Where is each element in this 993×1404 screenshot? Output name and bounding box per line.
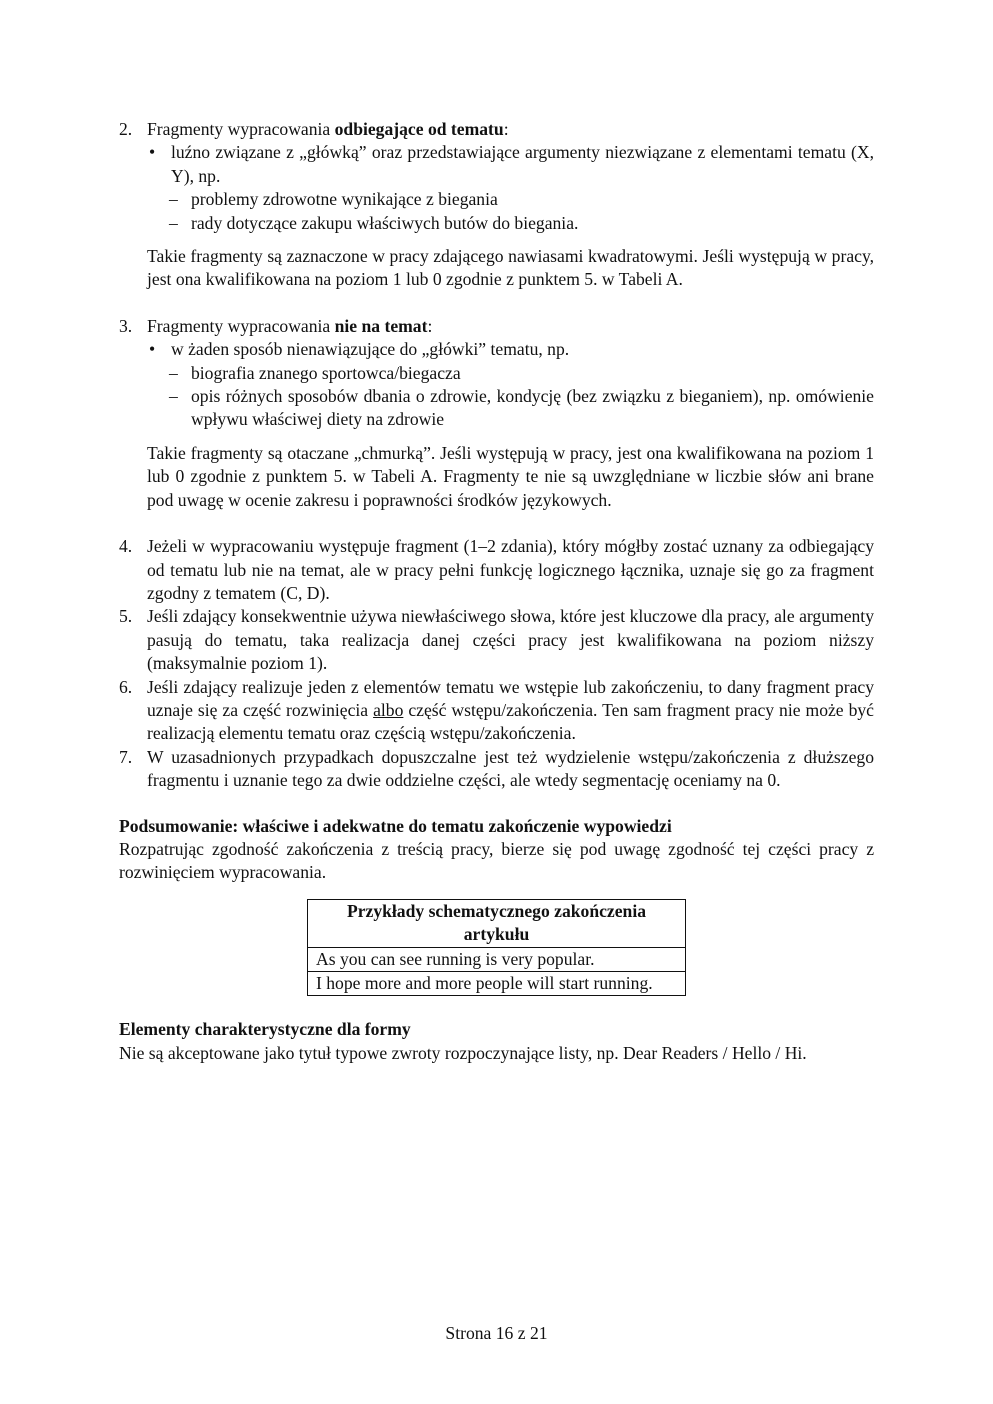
table-row (308, 972, 686, 996)
item-text: W uzasadnionych przypadkach dopuszczalne jest też wydzielenie wstępu/zakończenia z dłuższego fragmentu i uznanie tego za dwie oddzielne części, ale wtedy segmentację oceniamy na 0. (147, 746, 874, 791)
underlined-word: albo (373, 699, 404, 720)
list-item-5 (119, 605, 874, 675)
dash-text: biografia znanego sportowca/biegacza (191, 362, 461, 383)
dash-item (169, 212, 874, 235)
bullet-text: luźno związane z „główką” oraz przedstawiające argumenty niezwiązane z elementami tematu (X, Y), np. (171, 142, 874, 186)
dash-icon: – (169, 386, 178, 407)
document-page (119, 118, 874, 1065)
item-text: Jeśli zdający konsekwentnie używa niewłaściwego słowa, które jest kluczowe dla pracy, ale argumenty pasują do tematu, taka realizacja danej części pracy jest kwalifikowana na poziom niższy (maksymalnie poziom 1). (147, 606, 874, 674)
dash-item (169, 362, 874, 385)
list-item-6 (119, 676, 874, 746)
example-table (307, 899, 686, 997)
item-number: 3. (119, 315, 133, 336)
table-cell: I hope more and more people will start running. (308, 972, 686, 996)
dash-icon: – (169, 189, 178, 210)
dash-icon: – (169, 212, 178, 233)
summary-text: Rozpatrując zgodność zakończenia z treścią pracy, bierze się pod uwagę zgodność tej części pracy z rozwinięciem wypracowania. (119, 838, 874, 883)
bullet-item (149, 338, 874, 361)
item-text: Jeśli zdający realizuje jeden z elementów tematu we wstępie lub zakończeniu, to dany fragment pracy uznaje się za część rozwinięcia albo część wstępu/zakończenia. Ten sam fragment pracy nie może być realizacją elementu tematu oraz częścią wstępu/zakończenia. (147, 676, 874, 744)
bullet-icon: • (149, 339, 156, 360)
item-note: Takie fragmenty są zaznaczone w pracy zdającego nawiasami kwadratowymi. Jeśli występują w pracy, jest ona kwalifikowana na poziom 1 lub 0 zgodnie z punktem 5. w Tabeli A. (147, 246, 874, 290)
item-note: Takie fragmenty są otaczane „chmurką”. Jeśli występują w pracy, jest ona kwalifikowana na poziom 1 lub 0 zgodnie z punktem 5. w Tabeli A. Fragmenty te nie są uwzględniane w liczbie słów ani brane pod uwagę w ocenie zakresu i poprawności środków językowych. (147, 442, 874, 510)
table-header: Przykłady schematycznego zakończenia artykułu (308, 899, 686, 947)
dash-text: opis różnych sposobów dbania o zdrowie, kondycję (bez związku z bieganiem), np. omówienie wpływu właściwej diety na zdrowie (191, 386, 874, 430)
item-heading: Fragmenty wypracowania odbiegające od tematu: (147, 119, 509, 139)
item-number: 6. (119, 676, 133, 697)
dash-text: problemy zdrowotne wynikające z biegania (191, 189, 498, 210)
item-heading-bold: nie na temat (334, 315, 428, 336)
item-number: 4. (119, 536, 133, 557)
form-heading: Elementy charakterystyczne dla formy (119, 1019, 411, 1040)
item-heading: Fragmenty wypracowania nie na temat: (147, 315, 433, 336)
item-number: 5. (119, 606, 133, 627)
item-number: 7. (119, 746, 133, 767)
page-number: Strona 16 z 21 (445, 1323, 548, 1343)
bullet-text: w żaden sposób nienawiązujące do „główki” tematu, np. (171, 339, 570, 360)
list-item-7 (119, 746, 874, 793)
dash-item (169, 385, 874, 432)
item-number: 2. (119, 119, 133, 139)
bullet-icon: • (149, 142, 156, 163)
table-cell: As you can see running is very popular. (308, 947, 686, 971)
item-text: Jeżeli w wypracowaniu występuje fragment (1–2 zdania), który mógłby zostać uznany za odbiegający od tematu lub nie na temat, ale w pracy pełni funkcję logicznego łącznika, uznaje się go za fragment zgodny z tematem (C, D). (147, 536, 874, 603)
dash-text: rady dotyczące zakupu właściwych butów do biegania. (191, 212, 579, 233)
item-heading-bold: odbiegające od tematu (334, 119, 504, 139)
dash-icon: – (169, 362, 178, 383)
dash-item (169, 188, 874, 211)
list-item-2 (119, 118, 874, 292)
form-text: Nie są akceptowane jako tytuł typowe zwroty rozpoczynające listy, np. Dear Readers / Hello / Hi. (119, 1042, 807, 1063)
list-item-3 (119, 315, 874, 512)
bullet-item (149, 141, 874, 188)
list-item-4 (119, 535, 874, 605)
table-row (308, 947, 686, 971)
summary-heading: Podsumowanie: właściwe i adekwatne do tematu zakończenie wypowiedzi (119, 815, 672, 836)
